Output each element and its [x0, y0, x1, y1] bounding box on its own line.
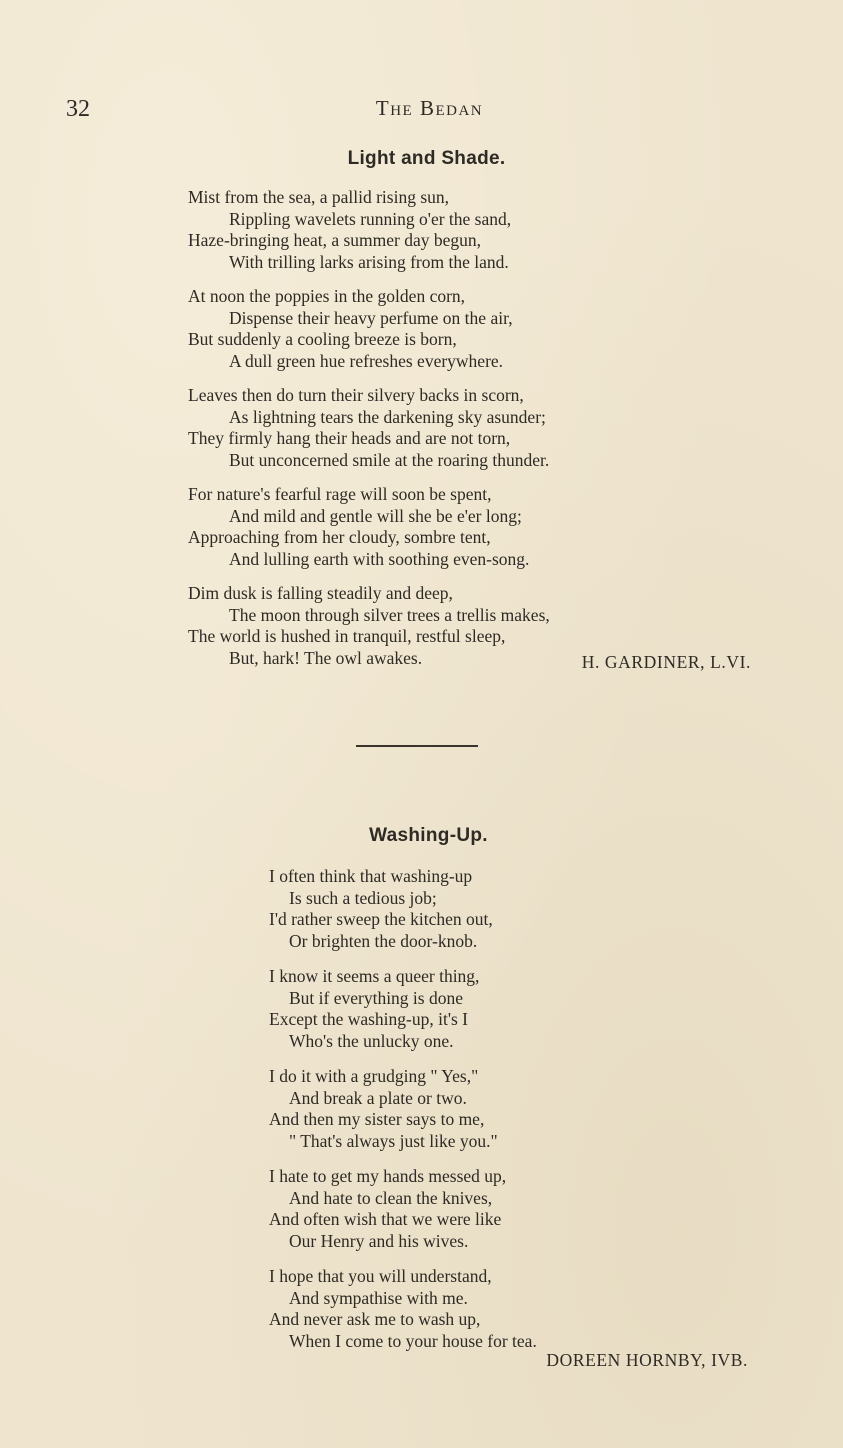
poem-line: And lulling earth with soothing even-song. [229, 548, 530, 569]
poem-line: Dim dusk is falling steadily and deep, [188, 583, 453, 603]
section-divider [356, 745, 478, 747]
poem-line: And mild and gentle will she be e'er long; [229, 505, 522, 526]
stanza [188, 484, 788, 570]
poem-line: Except the washing-up, it's I [269, 1009, 469, 1029]
author-signature: DOREEN HORNBY, IVB. [546, 1350, 748, 1370]
poem-line: When I come to your house for tea. [289, 1330, 537, 1351]
poem-line: I hate to get my hands messed up, [269, 1166, 507, 1186]
poem-line: And never ask me to wash up, [269, 1309, 481, 1329]
poem-line: And often wish that we were like [269, 1209, 502, 1229]
poem-line: But unconcerned smile at the roaring thunder. [229, 449, 550, 470]
stanza [269, 1166, 769, 1252]
poem-line: Haze-bringing heat, a summer day begun, [188, 230, 482, 250]
poem-line: But, hark! The owl awakes. [229, 647, 423, 668]
poem-line: Approaching from her cloudy, sombre tent, [188, 527, 491, 547]
poem-line: I know it seems a queer thing, [269, 966, 480, 986]
poem-line: " That's always just like you." [289, 1130, 498, 1151]
stanza [269, 1266, 769, 1352]
poem-line: With trilling larks arising from the land. [229, 251, 509, 272]
poem-line: Leaves then do turn their silvery backs in scorn, [188, 385, 524, 405]
poem-line: I'd rather sweep the kitchen out, [269, 909, 493, 929]
poem-light-and-shade [188, 187, 788, 682]
poem-line: And break a plate or two. [289, 1087, 467, 1108]
poem-title-light-and-shade: Light and Shade. [347, 148, 506, 169]
poem-line: Or brighten the door-knob. [289, 930, 478, 951]
poem-line: The world is hushed in tranquil, restful sleep, [188, 626, 506, 646]
poem-line: A dull green hue refreshes everywhere. [229, 350, 504, 371]
stanza [188, 385, 788, 471]
author-signature: H. GARDINER, L.VI. [581, 652, 751, 672]
poem-line: I often think that washing-up [269, 866, 473, 886]
stanza [269, 1066, 769, 1152]
poem-line: I hope that you will understand, [269, 1266, 492, 1286]
poem-line: As lightning tears the darkening sky asunder; [229, 406, 546, 427]
poem-line: And hate to clean the knives, [289, 1187, 493, 1208]
poem-line: At noon the poppies in the golden corn, [188, 286, 466, 306]
poem-line: I do it with a grudging " Yes," [269, 1066, 479, 1086]
poem-line: Who's the unlucky one. [289, 1030, 454, 1051]
stanza [269, 866, 769, 952]
poem-title-washing-up: Washing-Up. [369, 825, 488, 846]
poem-line: And then my sister says to me, [269, 1109, 485, 1129]
poem-line: But suddenly a cooling breeze is born, [188, 329, 457, 349]
stanza [188, 187, 788, 273]
poem-line: Mist from the sea, a pallid rising sun, [188, 187, 450, 207]
poem-line: Our Henry and his wives. [289, 1230, 469, 1251]
poem-line: For nature's fearful rage will soon be spent, [188, 484, 492, 504]
poem-line: Rippling wavelets running o'er the sand, [229, 208, 512, 229]
poem-line: Dispense their heavy perfume on the air, [229, 307, 513, 328]
stanza [188, 286, 788, 372]
poem-line: Is such a tedious job; [289, 887, 437, 908]
stanza [269, 966, 769, 1052]
poem-line: The moon through silver trees a trellis makes, [229, 604, 550, 625]
poem-line: They firmly hang their heads and are not torn, [188, 428, 511, 448]
page-number: 32 [66, 96, 90, 122]
poem-washing-up [269, 866, 769, 1366]
running-head-title: The Bedan [375, 96, 484, 120]
poem-line: And sympathise with me. [289, 1287, 468, 1308]
poem-line: But if everything is done [289, 987, 464, 1008]
